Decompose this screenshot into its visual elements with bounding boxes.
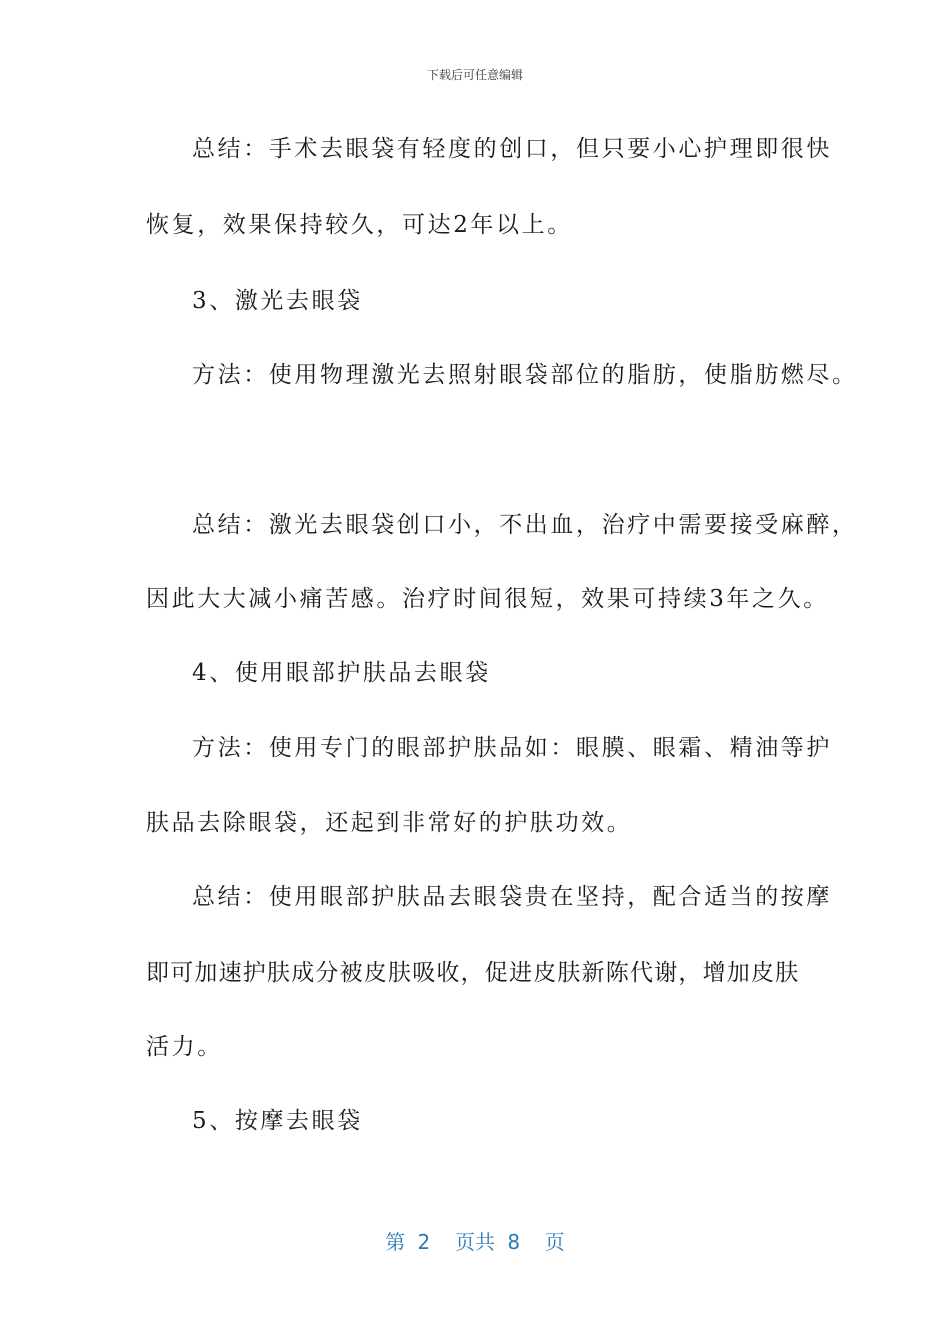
page-number-footer: 第 2 页共 8 页 — [385, 1230, 565, 1254]
paragraph-line: 恢复，效果保持较久，可达2年以上。 — [146, 212, 573, 238]
paragraph-line: 总结：使用眼部护肤品去眼袋贵在坚持，配合适当的按摩 — [192, 884, 832, 910]
paragraph-line: 方法：使用物理激光去照射眼袋部位的脂肪，使脂肪燃尽。 — [192, 362, 858, 388]
paragraph-line: 肤品去除眼袋，还起到非常好的护肤功效。 — [146, 810, 633, 836]
paragraph-line: 方法：使用专门的眼部护肤品如：眼膜、眼霜、精油等护 — [192, 735, 832, 761]
paragraph-line: 总结：手术去眼袋有轻度的创口，但只要小心护理即很快 — [192, 136, 832, 162]
paragraph-line: 总结：激光去眼袋创口小，不出血，治疗中需要接受麻醉， — [192, 512, 858, 538]
section-heading: 4、使用眼部护肤品去眼袋 — [192, 660, 491, 686]
page-header: 下载后可任意编辑 — [426, 68, 523, 82]
paragraph-line: 即可加速护肤成分被皮肤吸收，促进皮肤新陈代谢，增加皮肤 — [146, 960, 800, 986]
paragraph-line: 因此大大减小痛苦感。治疗时间很短，效果可持续3年之久。 — [146, 586, 829, 612]
section-heading: 5、按摩去眼袋 — [192, 1108, 363, 1134]
paragraph-line: 活力。 — [146, 1034, 223, 1060]
section-heading: 3、激光去眼袋 — [192, 288, 363, 314]
